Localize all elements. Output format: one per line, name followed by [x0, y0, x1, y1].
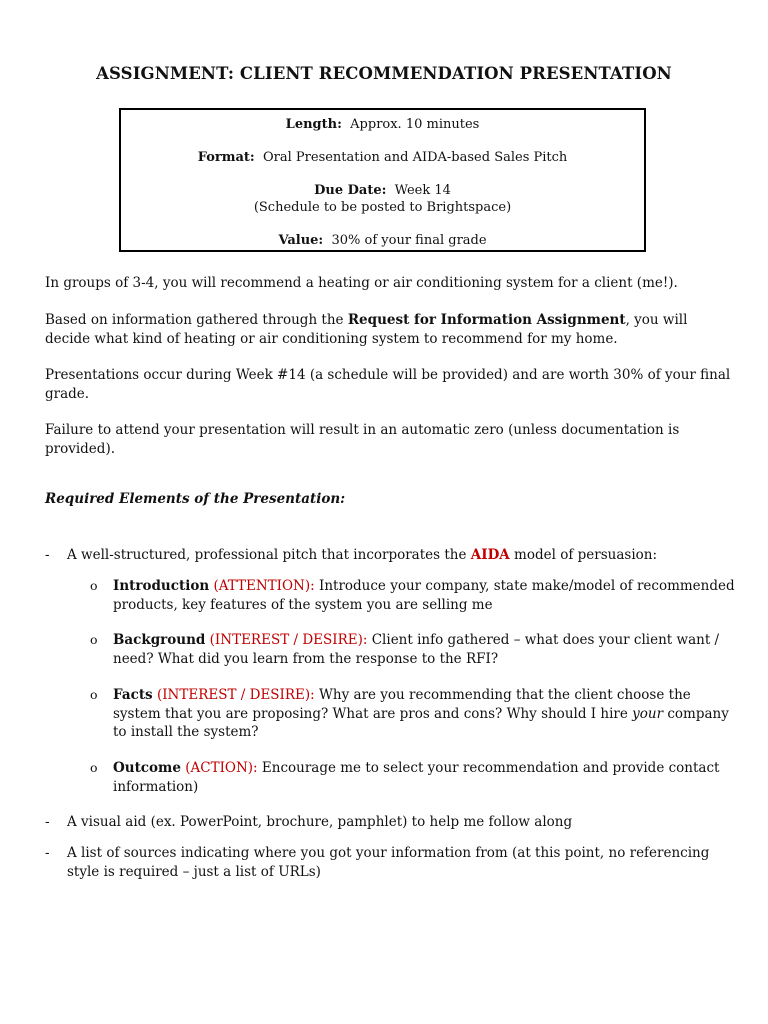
sub-item-facts-text [113, 686, 735, 742]
item1-text-a: A well-structured, professional pitch that incorporates the [67, 547, 471, 563]
circle-bullet-icon: o [90, 760, 98, 775]
length-value: Approx. 10 minutes [350, 117, 480, 132]
circle-bullet-icon: o [90, 578, 98, 593]
due-date-value: Week 14 [394, 183, 451, 198]
item1-text-b: model of persuasion: [509, 547, 658, 563]
intro-paragraph-2 [45, 311, 735, 348]
interest-desire-tag: (INTEREST / DESIRE): [156, 687, 315, 703]
rfi-assignment-reference: Request for Information Assignment [347, 312, 626, 328]
dash-marker: - [45, 845, 50, 861]
action-tag: (ACTION): [185, 760, 258, 776]
sub-item-introduction-text [113, 577, 735, 614]
outcome-title: Outcome [113, 760, 181, 776]
format-label: Format: [197, 150, 255, 165]
required-elements-heading: Required Elements of the Presentation: [45, 491, 346, 507]
length-label: Length: [285, 117, 342, 132]
list-item-visual-aid-text: A visual aid (ex. PowerPoint, brochure, pamphlet) to help me follow along [67, 814, 573, 830]
value-label: Value: [278, 233, 324, 248]
intro-paragraph-3: Presentations occur during Week #14 (a schedule will be provided) and are worth 30% of your final grade. [45, 367, 731, 402]
introduction-body: Introduce your company, state make/model of recommended products, key features of the system you are selling me [113, 578, 735, 613]
list-item-pitch-text [67, 546, 735, 565]
background-title: Background [113, 632, 206, 648]
intro-paragraph-2-text-b: , you will decide what kind of heating or air conditioning system to recommend for my home. [45, 312, 688, 347]
outcome-body: Encourage me to select your recommendation and provide contact information) [113, 760, 720, 795]
due-date-label: Due Date: [314, 183, 387, 198]
background-body: Client info gathered – what does your client want / need? What did you learn from the response to the RFI? [113, 632, 720, 667]
sub-item-outcome-text [113, 759, 735, 796]
facts-body-b: company to install the system? [113, 705, 729, 740]
due-date-note: (Schedule to be posted to Brightspace) [253, 200, 512, 215]
intro-paragraph-2-text-a: Based on information gathered through the [45, 312, 348, 328]
format-line [121, 149, 644, 166]
aida-keyword: AIDA [470, 547, 510, 563]
intro-paragraph-4: Failure to attend your presentation will result in an automatic zero (unless documentation is provided). [45, 422, 680, 457]
facts-body-a: Why are you recommending that the client choose the system that you are proposing? What are pros and cons? Why should I hire [113, 687, 691, 722]
introduction-title: Introduction [113, 578, 210, 594]
facts-emphasis: your [632, 705, 664, 722]
facts-title: Facts [113, 687, 153, 703]
assignment-info-box [119, 108, 646, 252]
length-line [121, 116, 644, 133]
circle-bullet-icon: o [90, 632, 98, 647]
dash-marker: - [45, 547, 50, 563]
format-value: Oral Presentation and AIDA-based Sales Pitch [263, 150, 568, 165]
circle-bullet-icon: o [90, 687, 98, 702]
dash-marker: - [45, 814, 50, 830]
attention-tag: (ATTENTION): [213, 578, 315, 594]
value-value: 30% of your final grade [331, 233, 487, 248]
intro-paragraph-1: In groups of 3-4, you will recommend a heating or air conditioning system for a client (me!). [45, 275, 678, 291]
sub-item-background-text [113, 631, 735, 668]
value-line [121, 232, 644, 249]
due-date-line [121, 182, 644, 199]
interest-desire-tag: (INTEREST / DESIRE): [209, 632, 368, 648]
list-item-sources-text: A list of sources indicating where you got your information from (at this point, no referencing style is required – just a list of URLs) [67, 845, 710, 880]
page-title: ASSIGNMENT: CLIENT RECOMMENDATION PRESENTATION [96, 64, 672, 83]
